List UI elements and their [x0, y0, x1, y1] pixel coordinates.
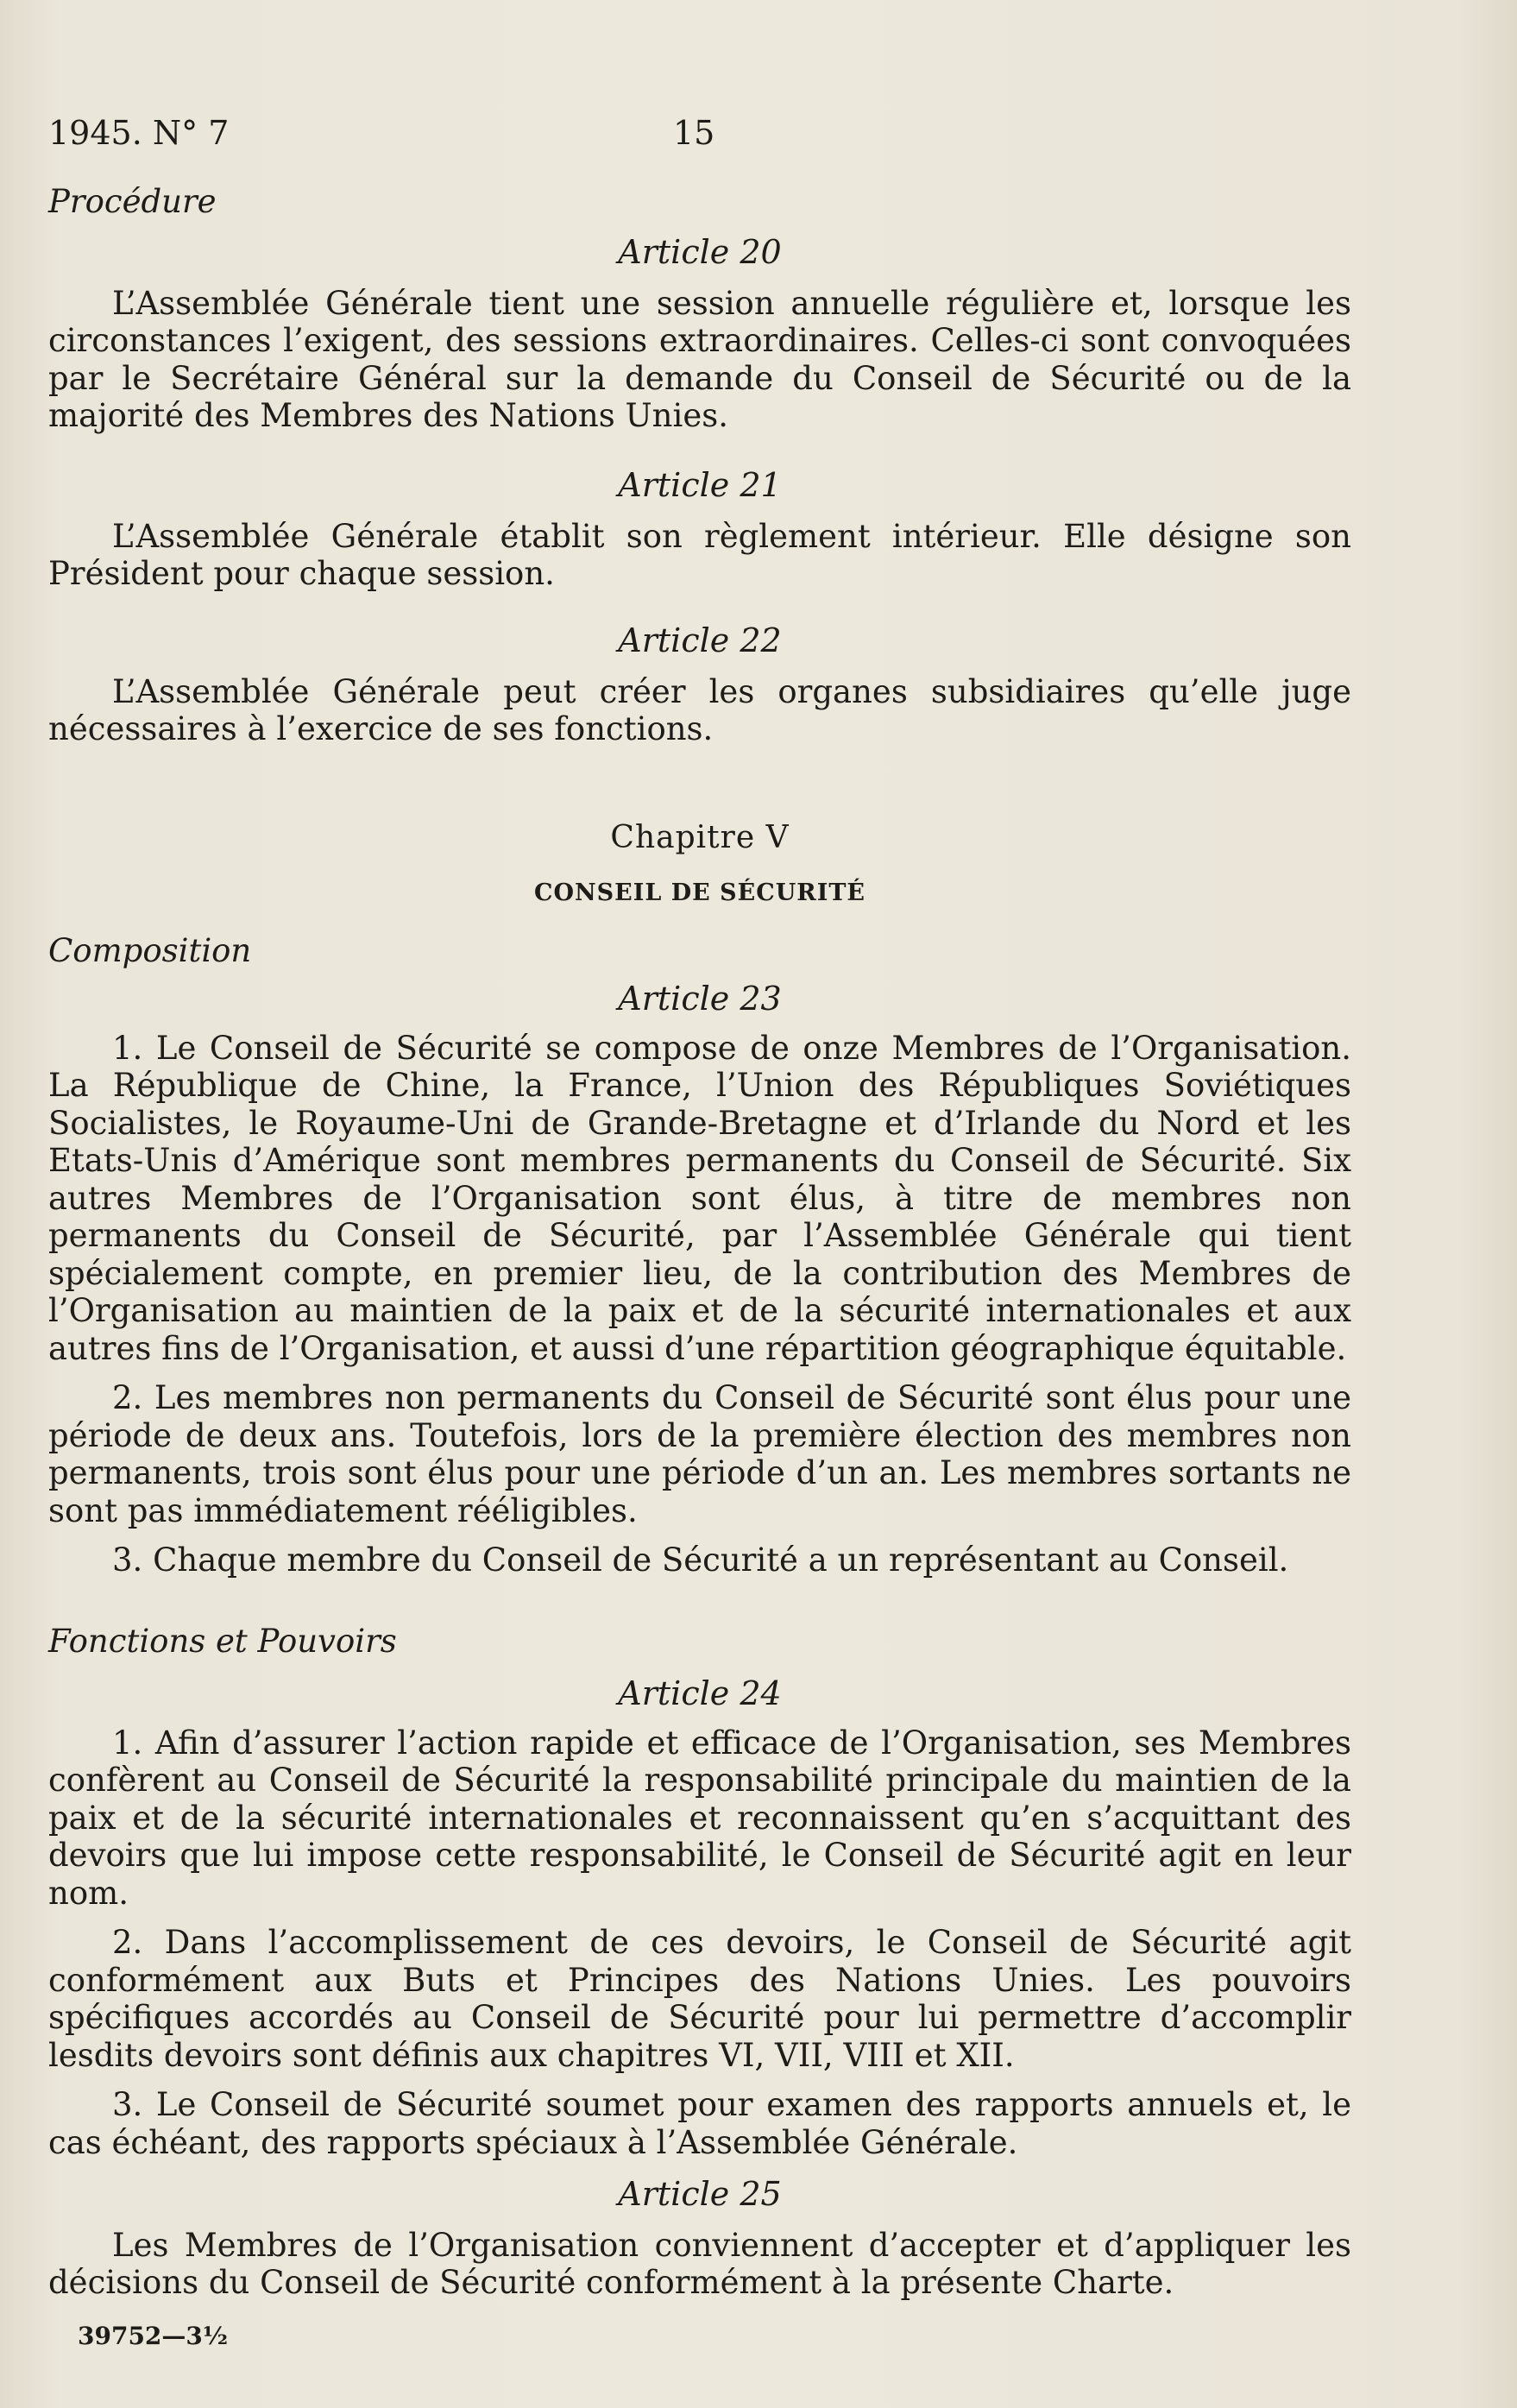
article-23-para-3: 3. Chaque membre du Conseil de Sécurité a un représentant au Conseil.	[112, 1541, 1289, 1579]
article-23-title: Article 23	[618, 980, 782, 1018]
article-25-title: Article 25	[618, 2175, 782, 2213]
chapter-subtitle: CONSEIL DE SÉCURITÉ	[533, 879, 866, 906]
chapter-heading	[48, 820, 1351, 906]
article-21	[48, 466, 1351, 593]
article-23-para-1: 1. Le Conseil de Sécurité se compose de onze Membres de l’Organisation. La République de Chine, la France, l’Union des Républiques Soviétiques Socialistes, le Royaume-Uni de Grande-Bretagne et d’Irlande du Nord et les Etats-Unis d’Amérique sont membres permanents du Conseil de Sécurité. Six autres Membres de l’Organisation sont élus, à titre de membres non permanents du Conseil de Sécurité, par l’Assemblée Générale qui tient spécialement compte, en premier lieu, de la contribution des Membres de l’Organisation au maintien de la paix et de la sécurité internationales et aux autres fins de l’Organisation, et aussi d’une répartition géographique équitable.	[48, 1029, 1351, 1367]
article-24-title: Article 24	[618, 1674, 782, 1712]
margin-heading-composition: Composition	[48, 932, 252, 969]
article-23-para-2: 2. Les membres non permanents du Conseil de Sécurité sont élus pour une période de deux ans. Toutefois, lors de la première élection des membres non permanents, trois sont élus pour une période d’un an. Les membres sortants ne sont pas immédiatement rééligibles.	[48, 1379, 1351, 1529]
article-25-text: Les Membres de l’Organisation conviennent d’accepter et d’appliquer les décisions du Conseil de Sécurité conformément à la présente Charte.	[48, 2226, 1351, 2302]
footer	[78, 2322, 423, 2350]
chapter-title: Chapitre V	[610, 820, 790, 855]
article-24-para-1: 1. Afin d’assurer l’action rapide et efficace de l’Organisation, ses Membres confèrent au Conseil de Sécurité la responsabilité principale du maintien de la paix et de la sécurité internationales et reconnaissent qu’en s’acquittant des devoirs que lui impose cette responsabilité, le Conseil de Sécurité agit en leur nom.	[48, 1724, 1351, 1912]
article-21-text: L’Assemblée Générale établit son règlement intérieur. Elle désigne son Président pour chaque session.	[48, 517, 1351, 593]
article-25	[48, 2175, 1351, 2302]
margin-heading-fonctions: Fonctions et Pouvoirs	[48, 1623, 397, 1660]
section-composition	[48, 932, 1351, 970]
section-procedure	[48, 183, 1351, 221]
page-number: 15	[673, 114, 715, 152]
article-21-title: Article 21	[618, 466, 782, 504]
article-24-para-2: 2. Dans l’accomplissement de ces devoirs, le Conseil de Sécurité agit conformément aux Buts et Principes des Nations Unies. Les pouvoirs spécifiques accordés au Conseil de Sécurité pour lui permettre d’accomplir lesdits devoirs sont définis aux chapitres VI, VII, VIII et XII.	[48, 1924, 1351, 2074]
article-22-text: L’Assemblée Générale peut créer les organes subsidiaires qu’elle juge nécessaires à l’exercice de ses fonctions.	[48, 672, 1351, 748]
page-header	[48, 114, 1351, 161]
article-22	[48, 621, 1351, 748]
article-24-para-3: 3. Le Conseil de Sécurité soumet pour examen des rapports annuels et, le cas échéant, des rapports spéciaux à l’Assemblée Générale.	[48, 2086, 1351, 2161]
margin-heading-procedure: Procédure	[48, 183, 217, 220]
article-20-title: Article 20	[618, 233, 782, 271]
section-fonctions	[48, 1623, 1351, 1661]
article-24	[48, 1674, 1351, 2161]
article-23	[48, 980, 1351, 1579]
article-20	[48, 233, 1351, 435]
printer-code: 39752—3½	[78, 2322, 229, 2350]
article-20-text: L’Assemblée Générale tient une session annuelle régulière et, lorsque les circonstances l’exigent, des sessions extraordinaires. Celles-ci sont convoquées par le Secrétaire Général sur la demande du Conseil de Sécurité ou de la majorité des Membres des Nations Unies.	[48, 284, 1351, 435]
header-year-number: 1945. N° 7	[48, 114, 230, 152]
article-22-title: Article 22	[618, 621, 782, 659]
